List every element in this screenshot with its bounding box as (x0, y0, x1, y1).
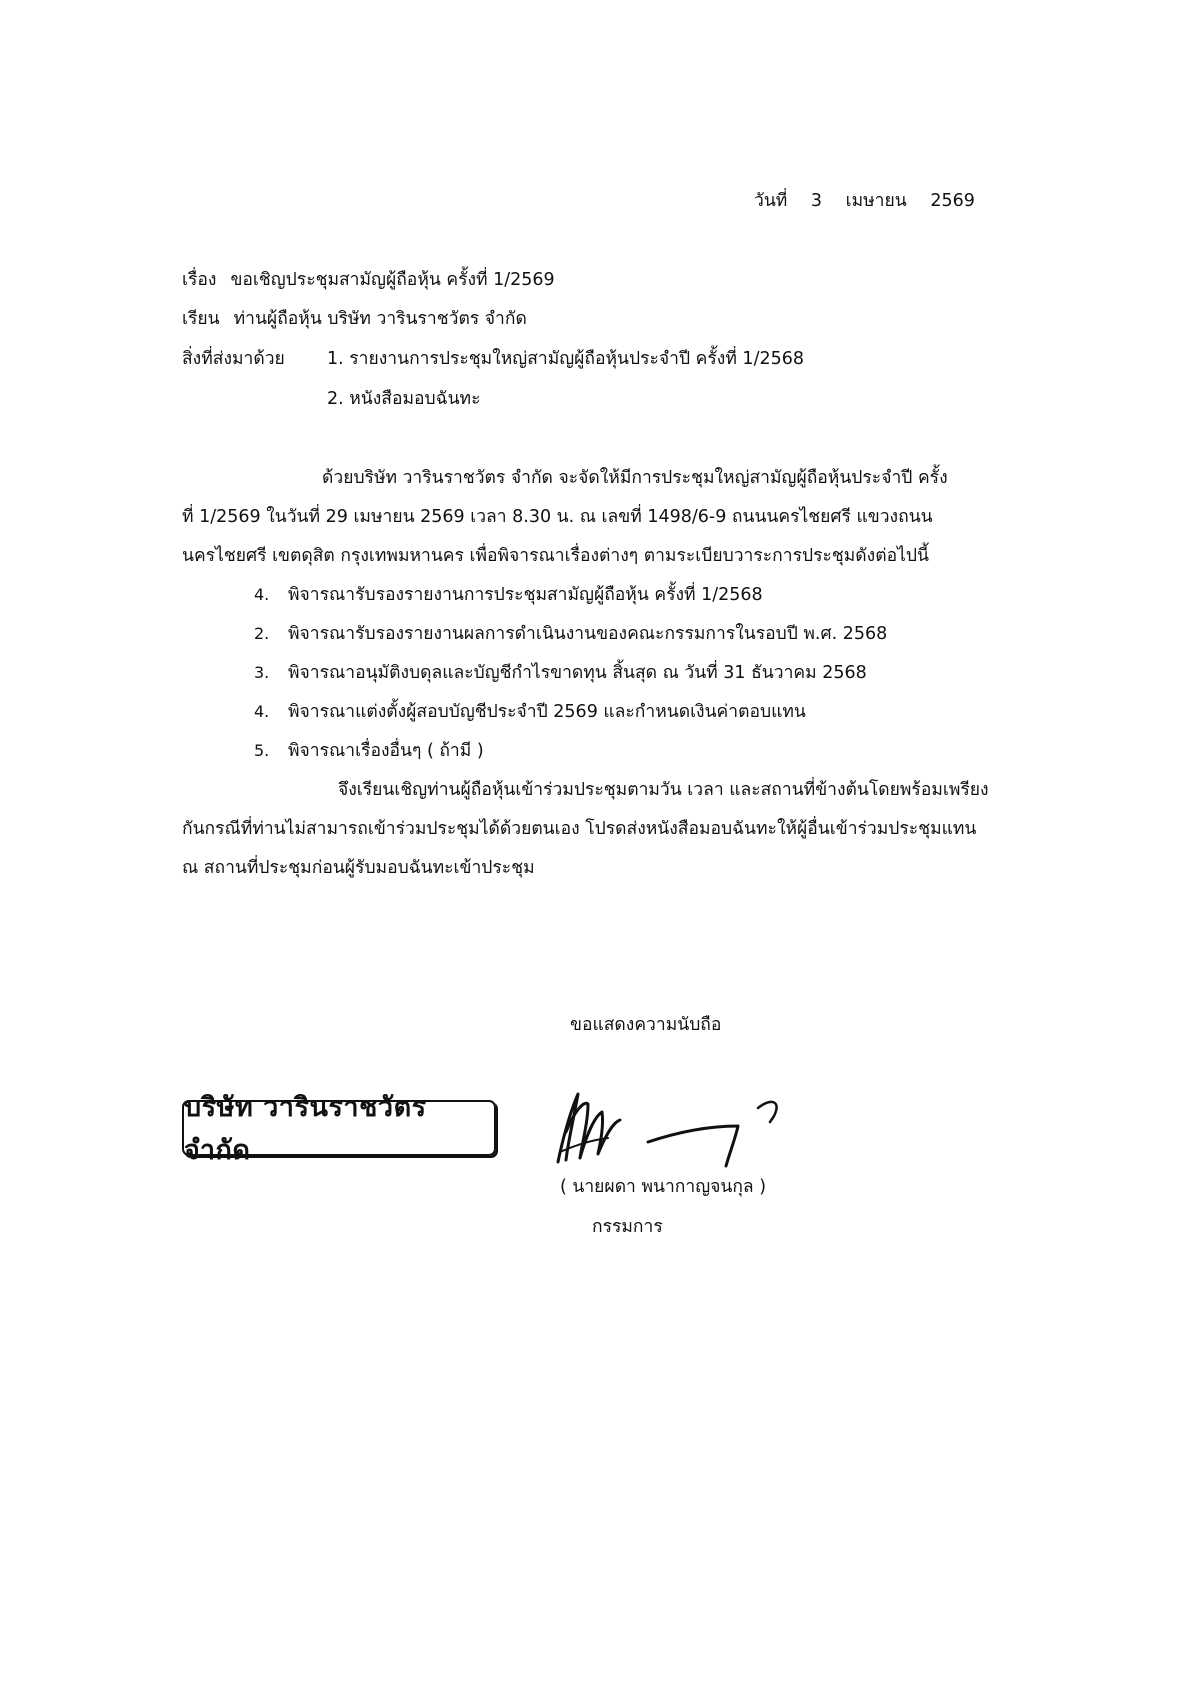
agenda-item: 4. พิจารณารับรองรายงานการประชุมสามัญผู้ถือหุ้น ครั้งที่ 1/2568 (254, 585, 763, 605)
body-paragraph-line: นครไชยศรี เขตดุสิต กรุงเทพมหานคร เพื่อพิจารณาเรื่องต่างๆ ตามระเบียบวาระการประชุมดังต่อไปนี้ (182, 546, 929, 566)
recipient-line (182, 304, 527, 332)
date-day: 3 (810, 191, 823, 211)
enclosure-item: 1. รายงานการประชุมใหญ่สามัญผู้ถือหุ้นประจำปี ครั้งที่ 1/2568 (327, 349, 804, 369)
stamp-text: บริษัท วารินราชวัตร จำกัด (184, 1092, 427, 1166)
body-paragraph-line: ด้วยบริษัท วารินราชวัตร จำกัด จะจัดให้มีการประชุมใหญ่สามัญผู้ถือหุ้นประจำปี ครั้ง (322, 468, 948, 488)
recipient-text: ท่านผู้ถือหุ้น บริษัท วารินราชวัตร จำกัด (233, 309, 527, 329)
date-month: เมษายน (845, 191, 907, 211)
agenda-item: 4. พิจารณาแต่งตั้งผู้สอบบัญชีประจำปี 2569 และกำหนดเงินค่าตอบแทน (254, 702, 806, 722)
recipient-label: เรียน (182, 309, 220, 329)
body-paragraph-line: จึงเรียนเชิญท่านผู้ถือหุ้นเข้าร่วมประชุมตามวัน เวลา และสถานที่ข้างต้นโดยพร้อมเพรียง (338, 780, 989, 800)
date-year: 2569 (930, 191, 975, 211)
signatory-name: ( นายผดา พนากาญจนกุล ) (560, 1177, 767, 1197)
company-stamp (182, 1092, 496, 1166)
letter-date (754, 186, 975, 214)
enclosure-item: 2. หนังสือมอบฉันทะ (327, 389, 481, 409)
agenda-item: 3. พิจารณาอนุมัติงบดุลและบัญชีกำไรขาดทุน สิ้นสุด ณ วันที่ 31 ธันวาคม 2568 (254, 663, 867, 683)
signatory-title: กรรมการ (592, 1217, 663, 1237)
body-paragraph-line: ที่ 1/2569 ในวันที่ 29 เมษายน 2569 เวลา 8.30 น. ณ เลขที่ 1498/6-9 ถนนนครไชยศรี แขวงถนน (182, 507, 933, 527)
handwritten-signature (548, 1082, 818, 1172)
closing-salutation: ขอแสดงความนับถือ (570, 1015, 722, 1035)
subject-label: เรื่อง (182, 270, 217, 290)
enclosures-label: สิ่งที่ส่งมาด้วย (182, 349, 285, 369)
body-paragraph-line: ณ สถานที่ประชุมก่อนผู้รับมอบฉันทะเข้าประชุม (182, 858, 535, 878)
agenda-item: 5. พิจารณาเรื่องอื่นๆ ( ถ้ามี ) (254, 741, 484, 761)
subject-text: ขอเชิญประชุมสามัญผู้ถือหุ้น ครั้งที่ 1/2569 (230, 270, 555, 290)
date-label: วันที่ (754, 191, 788, 211)
body-paragraph-line: กันกรณีที่ท่านไม่สามารถเข้าร่วมประชุมได้ด้วยตนเอง โปรดส่งหนังสือมอบฉันทะให้ผู้อื่นเข้าร่วมประชุมแทน (182, 819, 977, 839)
agenda-item: 2. พิจารณารับรองรายงานผลการดำเนินงานของคณะกรรมการในรอบปี พ.ศ. 2568 (254, 624, 888, 644)
subject-line (182, 265, 555, 293)
